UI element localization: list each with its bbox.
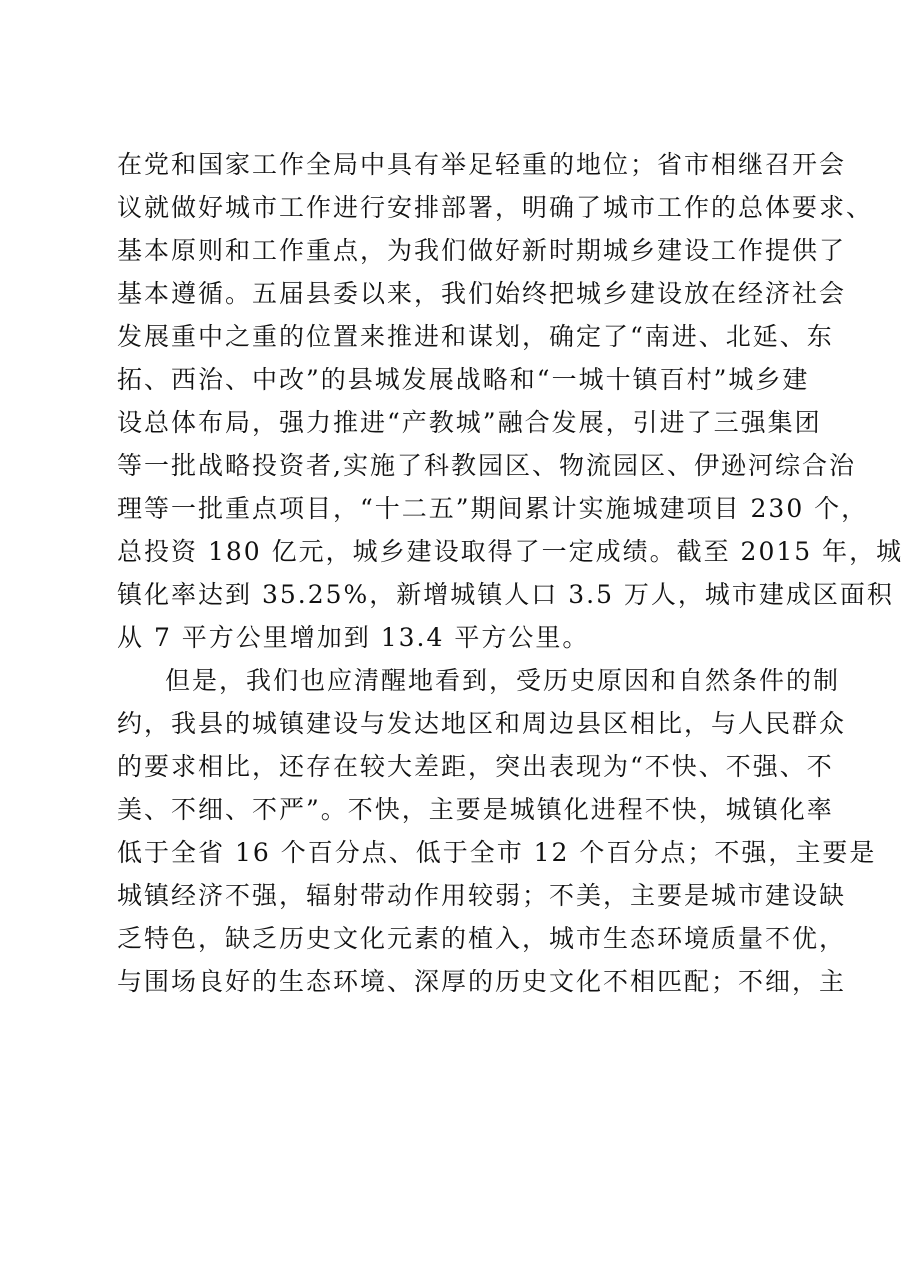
text-line: 基本遵循。五届县委以来，我们始终把城乡建设放在经济社会: [117, 279, 847, 308]
text-line: 的要求相比，还存在较大差距，突出表现为“不快、不强、不: [117, 752, 834, 781]
text-line: 约，我县的城镇建设与发达地区和周边县区相比，与人民群众: [117, 709, 847, 738]
text-line: 理等一批重点项目，“十二五”期间累计实施城建项目 230 个，: [117, 494, 869, 523]
text-line: 低于全省 16 个百分点、低于全市 12 个百分点；不强，主要是: [117, 838, 877, 867]
text-line: 基本原则和工作重点，为我们做好新时期城乡建设工作提供了: [117, 236, 847, 265]
text-line: 发展重中之重的位置来推进和谋划，确定了“南进、北延、东: [117, 322, 834, 351]
text-line: 镇化率达到 35.25%，新增城镇人口 3.5 万人，城市建成区面积: [117, 580, 894, 609]
text-line: 在党和国家工作全局中具有举足轻重的地位；省市相继召开会: [117, 150, 847, 179]
text-line: 总投资 180 亿元，城乡建设取得了一定成绩。截至 2015 年，城: [117, 537, 904, 566]
text-line: 乏特色，缺乏历史文化元素的植入，城市生态环境质量不优，: [117, 924, 847, 953]
text-line: 从 7 平方公里增加到 13.4 平方公里。: [117, 623, 590, 652]
text-line: 城镇经济不强，辐射带动作用较弱；不美，主要是城市建设缺: [117, 881, 847, 910]
text-line: 议就做好城市工作进行安排部署，明确了城市工作的总体要求、: [117, 193, 874, 222]
document-body: [117, 143, 904, 1003]
text-line: 设总体布局，强力推进“产教城”融合发展，引进了三强集团: [117, 408, 822, 437]
text-line: 美、不细、不严”。不快，主要是城镇化进程不快，城镇化率: [117, 795, 834, 824]
text-line: 等一批战略投资者,实施了科教园区、物流园区、伊逊河综合治: [117, 451, 856, 480]
paragraph-first-line: 但是，我们也应清醒地看到，受历史原因和自然条件的制: [165, 666, 841, 695]
text-line: 拓、西治、中改”的县城发展战略和“一城十镇百村”城乡建: [117, 365, 810, 394]
text-line: 与围场良好的生态环境、深厚的历史文化不相匹配；不细，主: [117, 967, 847, 996]
